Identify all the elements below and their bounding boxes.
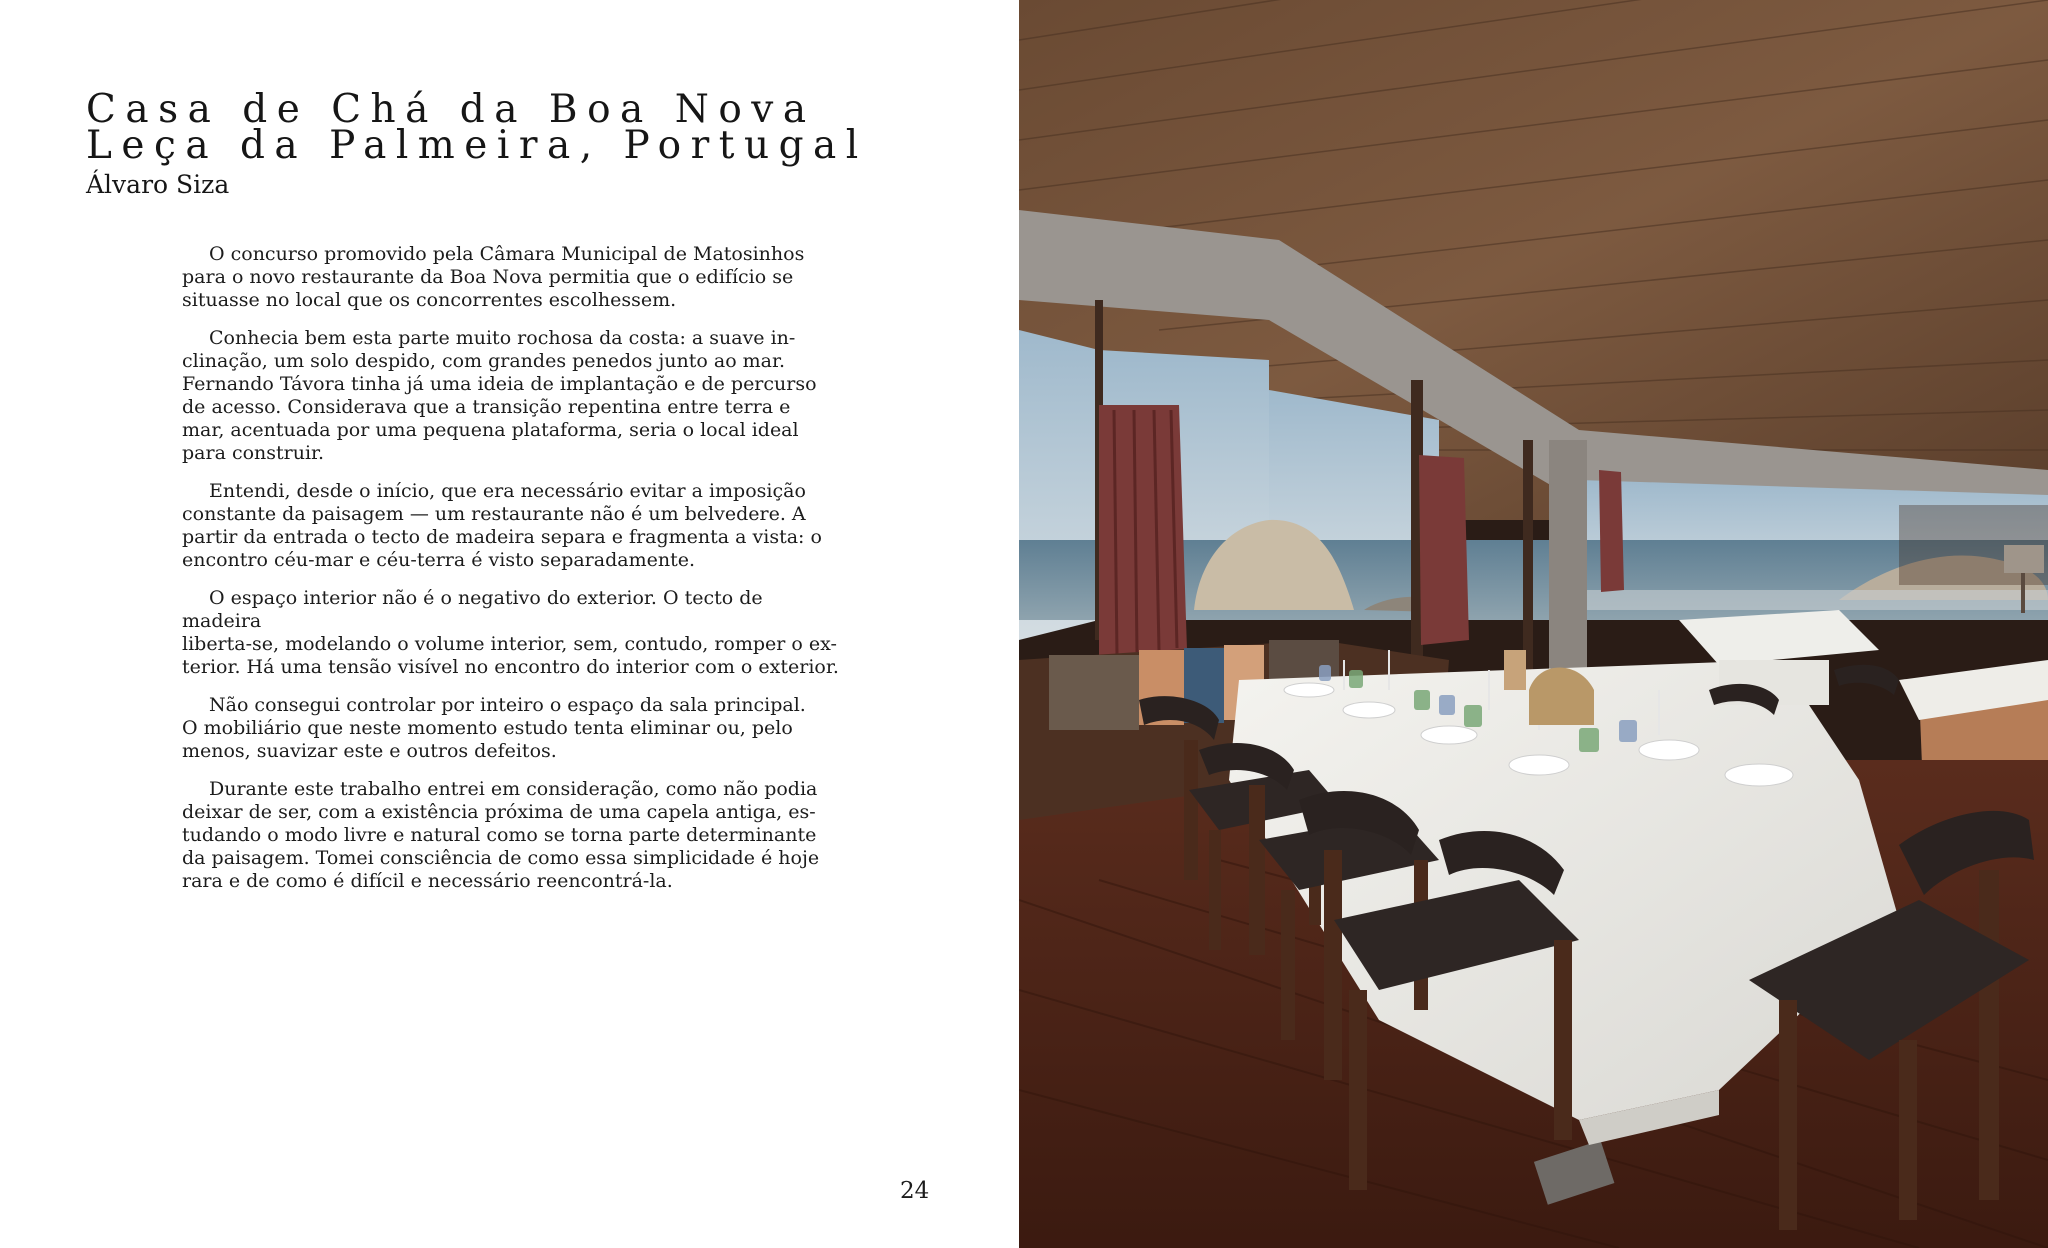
left-page xyxy=(0,0,1019,1248)
paragraph: Entendi, desde o início, que era necessário evitar a imposição constante da paisagem — um restaurante não é um belvedere. A partir da entrada o tecto de madeira separa e fragmenta a vista: o encontro céu-mar e céu-terra é visto separadamente. xyxy=(182,480,822,571)
author-name: Álvaro Siza xyxy=(86,170,230,199)
right-page xyxy=(1019,0,2048,1248)
paragraph: Conhecia bem esta parte muito rochosa da costa: a suave in- clinação, um solo despido, com grandes penedos junto ao mar. Fernando Távora tinha já uma ideia de implantação e de percurso de acesso. Considerava que a transição repentina entre terra e mar, acentuada por uma pequena plataforma, seria o local ideal para construir. xyxy=(182,327,817,464)
page-number: 24 xyxy=(900,1178,930,1204)
body-text xyxy=(182,243,844,908)
title-line-1: Casa de Chá da Boa Nova xyxy=(86,87,816,132)
title-line-2: Leça da Palmeira, Portugal xyxy=(86,123,868,168)
restaurant-interior-photo xyxy=(1019,0,2048,1248)
paragraph: Durante este trabalho entrei em consideração, como não podia deixar de ser, com a existência próxima de uma capela antiga, es- tudando o modo livre e natural como se torna parte determinante da paisagem. Tomei consciência de como essa simplicidade é hoje rara e de como é difícil e necessário reencontrá-la. xyxy=(182,778,820,892)
paragraph: O concurso promovido pela Câmara Municipal de Matosinhos para o novo restaurante da Boa Nova permitia que o edifício se situasse no local que os concorrentes escolhessem. xyxy=(182,243,805,311)
paragraph: Não consegui controlar por inteiro o espaço da sala principal. O mobiliário que neste momento estudo tenta eliminar ou, pelo menos, suavizar este e outros defeitos. xyxy=(182,694,806,762)
title-block xyxy=(86,87,986,200)
paragraph: O espaço interior não é o negativo do exterior. O tecto de madeira liberta-se, modelando o volume interior, sem, contudo, romper o ex- terior. Há uma tensão visível no encontro do interior com o exterior. xyxy=(182,587,839,678)
